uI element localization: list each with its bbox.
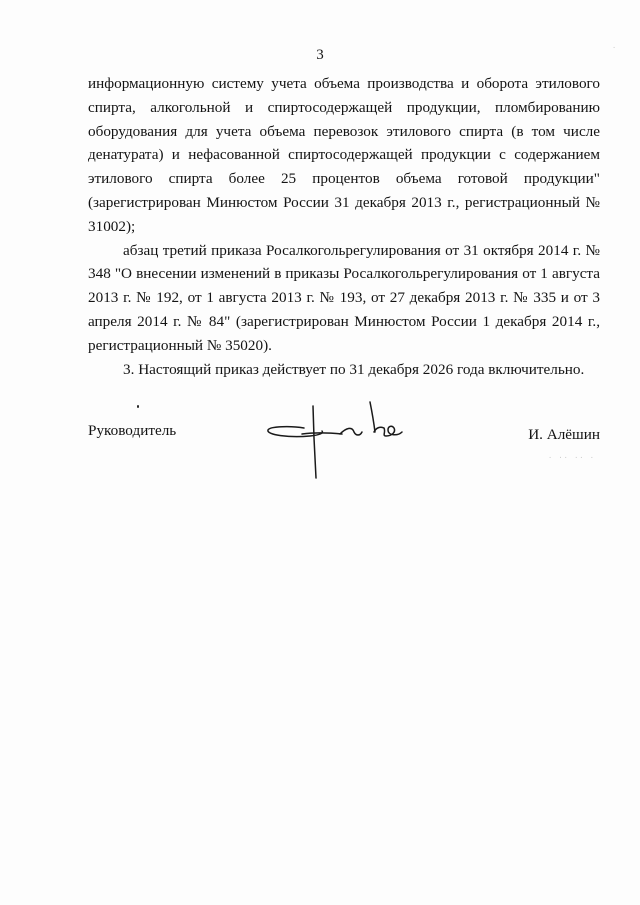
scan-speck xyxy=(137,405,139,408)
document-body xyxy=(88,72,600,381)
page-number: 3 xyxy=(316,47,324,63)
faint-scan-artifact: · ·· ·· · xyxy=(548,454,595,462)
handwritten-signature xyxy=(262,398,412,482)
faint-scan-artifact: · xyxy=(612,44,618,52)
paragraph-amendment-reference: абзац третий приказа Росалкогольрегулирования от 31 октября 2014 г. № 348 "О внесении изменений в приказы Росалкогольрегулирования от 1 августа 2013 г. № 192, от 1 августа 2013 г. № 193, от 27 декабря 2013 г. № 335 и от 3 апреля 2014 г. № 84" (зарегистрирован Минюстом России 1 декабря 2014 г., регистрационный № 35020). xyxy=(88,241,600,354)
signatory-name: И. Алёшин xyxy=(528,426,600,443)
paragraph-continuation: информационную систему учета объема производства и оборота этилового спирта, алкогольной и спиртосодержащей продукции, пломбированию оборудования для учета объема перевозок этилового спирта (в том числе денатурата) и нефасованной спиртосодержащей продукции с содержанием этилового спирта более 25 процентов объема готовой продукции" (зарегистрирован Минюстом России 31 декабря 2013 г., регистрационный № 31002); xyxy=(88,75,600,235)
signatory-title: Руководитель xyxy=(88,422,177,439)
paragraph-effective-period: 3. Настоящий приказ действует по 31 декабря 2026 года включительно. xyxy=(123,360,585,378)
